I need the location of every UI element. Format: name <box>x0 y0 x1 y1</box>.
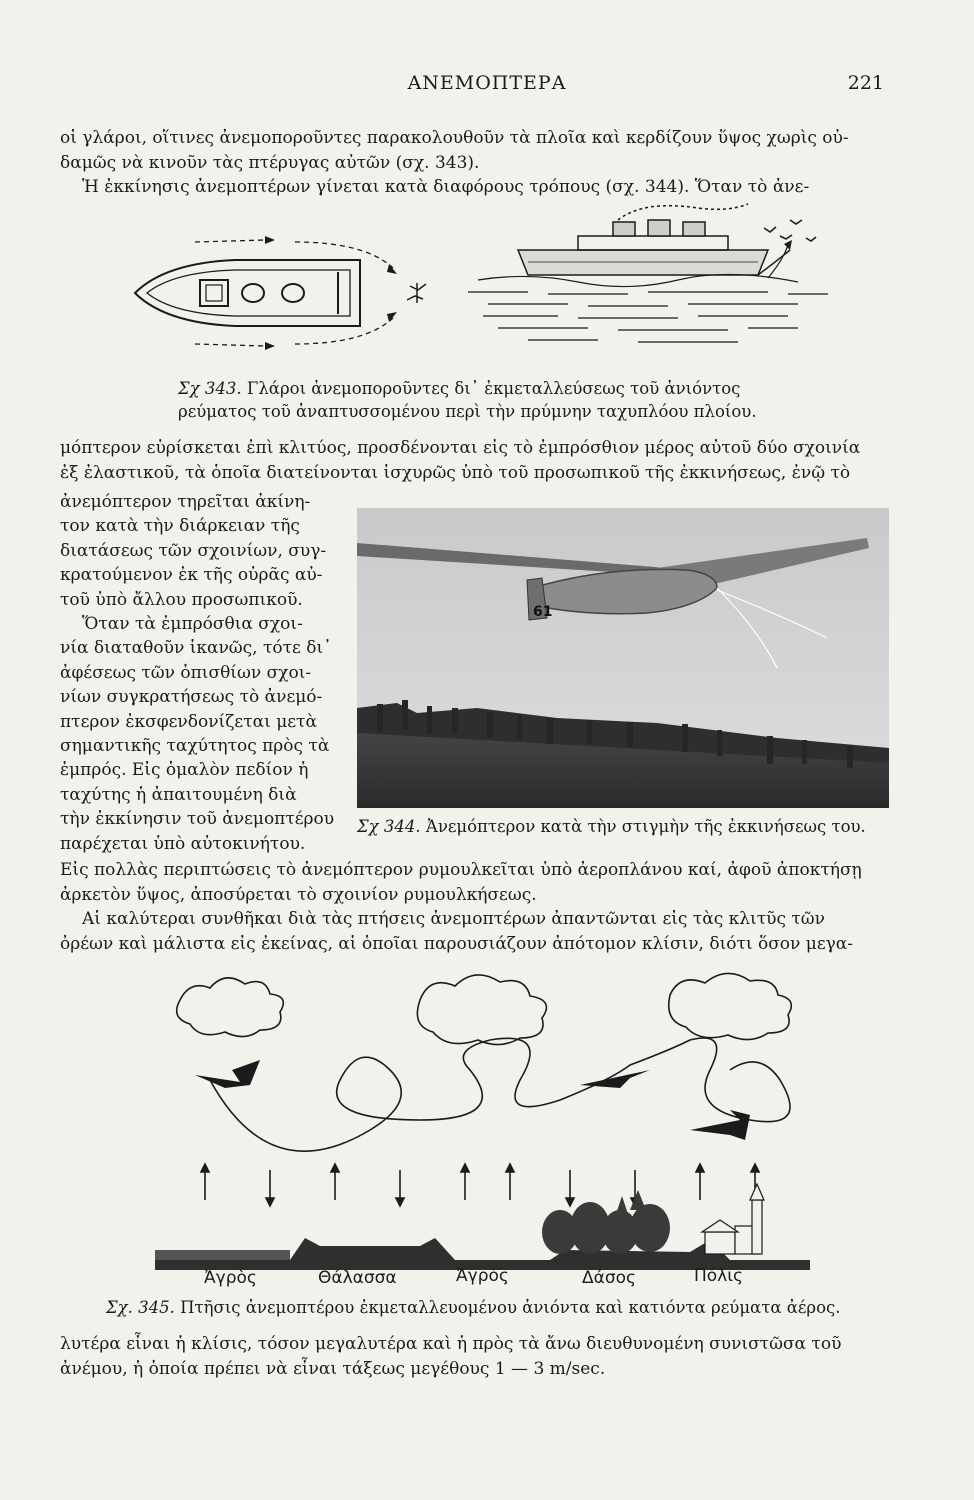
fig-345-label-city: Πόλις <box>694 1266 743 1286</box>
text-line: Αἱ καλύτεραι συνθῆκαι διὰ τὰς πτήσεις ἀνεμοπτέρων ἀπαντῶνται εἰς τὰς κλιτῦς τῶν <box>82 909 825 929</box>
text-line: οἱ γλάροι, οἵτινες ἀνεμοπορoῦντες παρακολουθοῦν τὰ πλοῖα καὶ κερδίζουν ὕψος χωρὶς οὐ- <box>60 128 849 148</box>
text-line: τον κατὰ τὴν διάρκειαν τῆς <box>60 516 300 537</box>
figure-343-boat-drawing <box>125 228 445 358</box>
text-line: ἐμπρός. Εἰς ὁμαλὸν πεδίον ἡ <box>60 760 309 781</box>
text-line: ὀρέων καὶ μάλιστα εἰς ἐκείνας, αἱ ὁποῖαι παρουσιάζουν ἀπότομον κλίσιν, διότι ὅσον μεγα- <box>60 933 854 954</box>
glider-icon <box>690 1110 750 1140</box>
paragraph-3 <box>60 858 890 956</box>
text-line: διατάσεως τῶν σχοινίων, συγ- <box>60 540 327 561</box>
text-line: τοῦ ὑπὸ ἄλλου προσωπικοῦ. <box>60 589 303 610</box>
cloud-icon <box>417 975 546 1045</box>
cloud-icon <box>669 973 792 1039</box>
caption-text: Πτῆσις ἀνεμοπτέρου ἐκμεταλλευομένου ἀνιόντα καὶ κατιόντα ρεύματα ἀέρος. <box>180 1298 841 1317</box>
paragraph-4 <box>60 1332 890 1381</box>
fig-345-label-sea: Θάλασσα <box>318 1268 397 1288</box>
caption-text: ρεύματος τοῦ ἀναπτυσσομένου περὶ τὴν πρύμνην ταχυπλόου πλοίου. <box>178 402 757 421</box>
text-line: ἀνέμου, ἡ ὁποία πρέπει νὰ εἶναι τάξεως μεγέθους 1 — 3 m/sec. <box>60 1358 606 1379</box>
column-text <box>60 490 355 856</box>
text-line: λυτέρα εἶναι ἡ κλίσις, τόσον μεγαλυτέρα καὶ ἡ πρὸς τὰ ἄνω διευθυνομένη συνιστῶσα τοῦ <box>60 1334 842 1354</box>
paragraph-1 <box>60 126 890 200</box>
text-line: σημαντικῆς ταχύτητος πρὸς τὰ <box>60 736 330 757</box>
figure-344-caption <box>357 815 917 838</box>
text-line: δαμῶς νὰ κινοῦν τὰς πτέρυγας αὐτῶν (σχ. 343). <box>60 152 480 173</box>
glider-icon <box>580 1070 650 1088</box>
glider-marking: 61 <box>533 604 553 620</box>
text-line: ἀρκετὸν ὕψος, ἀποσύρεται τὸ σχοινίον ρυμουλκήσεως. <box>60 884 537 905</box>
caption-text: Γλάροι ἀνεμοποροῦντες δι᾽ ἐκμεταλλεύσεως τοῦ ἀνιόντος <box>246 379 741 398</box>
text-line: πτερον ἐκσφενδονίζεται μετὰ <box>60 711 317 732</box>
page-number: 221 <box>847 72 884 94</box>
text-line: ἀνεμόπτερον τηρεῖται ἀκίνη- <box>60 492 311 512</box>
figure-343-caption <box>178 377 878 423</box>
figure-number: Σχ 344. <box>357 817 421 836</box>
figure-344-glider-photo <box>357 508 889 808</box>
figure-345-flight-diagram <box>90 970 890 1290</box>
text-line: ταχύτης ἡ ἀπαιτουμένη διὰ <box>60 784 297 805</box>
glider-icon <box>195 1060 260 1088</box>
figure-number: Σχ 343. <box>178 379 242 398</box>
text-line: τὴν ἐκκίνησιν τοῦ ἀνεμοπτέρου <box>60 809 335 830</box>
text-line: κρατούμενον ἐκ τῆς οὐρᾶς αὐ- <box>60 565 323 586</box>
figure-343-ship-drawing <box>468 200 888 360</box>
figure-number: Σχ. 345. <box>106 1298 175 1317</box>
text-line: Ὅταν τὰ ἐμπρόσθια σχοι- <box>82 614 303 635</box>
figure-345-caption <box>106 1296 896 1319</box>
running-header: ΑΝΕΜΟΠΤΕΡΑ <box>407 72 567 94</box>
text-line: ἐξ ἐλαστικοῦ, τὰ ὁποῖα διατείνονται ἰσχυρῶς ὑπὸ τοῦ προσωπικοῦ τῆς ἐκκινήσεως, ἐνῷ τὸ <box>60 462 851 483</box>
fig-345-label-forest: Δάσος <box>582 1268 636 1288</box>
text-line: ἀφέσεως τῶν ὀπισθίων σχοι- <box>60 662 312 683</box>
paragraph-2 <box>60 436 890 485</box>
caption-text: Ἀνεμόπτερον κατὰ τὴν στιγμὴν τῆς ἐκκινήσεως του. <box>425 817 866 836</box>
fig-345-label-field: Ἀγρὸς <box>456 1266 509 1286</box>
text-line: μόπτερον εὑρίσκεται ἐπὶ κλιτύος, προσδένονται εἰς τὸ ἐμπρόσθιον μέρος αὐτοῦ δύο σχοινία <box>60 438 861 458</box>
fig-345-label-field: Ἀγρὸς <box>204 1268 257 1288</box>
text-line: νία διαταθοῦν ἱκανῶς, τότε δι᾽ <box>60 638 332 659</box>
text-line: παρέχεται ὑπὸ αὐτοκινήτου. <box>60 833 306 854</box>
text-line: νίων συγκρατήσεως τὸ ἀνεμό- <box>60 687 323 708</box>
cloud-icon <box>177 978 284 1037</box>
text-line: Ἡ ἐκκίνησις ἀνεμοπτέρων γίνεται κατὰ διαφόρους τρόπους (σχ. 344). Ὅταν τὸ ἀνε- <box>82 177 810 197</box>
text-line: Εἰς πολλὰς περιπτώσεις τὸ ἀνεμόπτερον ρυμουλκεῖται ὑπὸ ἀεροπλάνου καί, ἀφοῦ ἀποκτήσῃ <box>60 860 862 880</box>
